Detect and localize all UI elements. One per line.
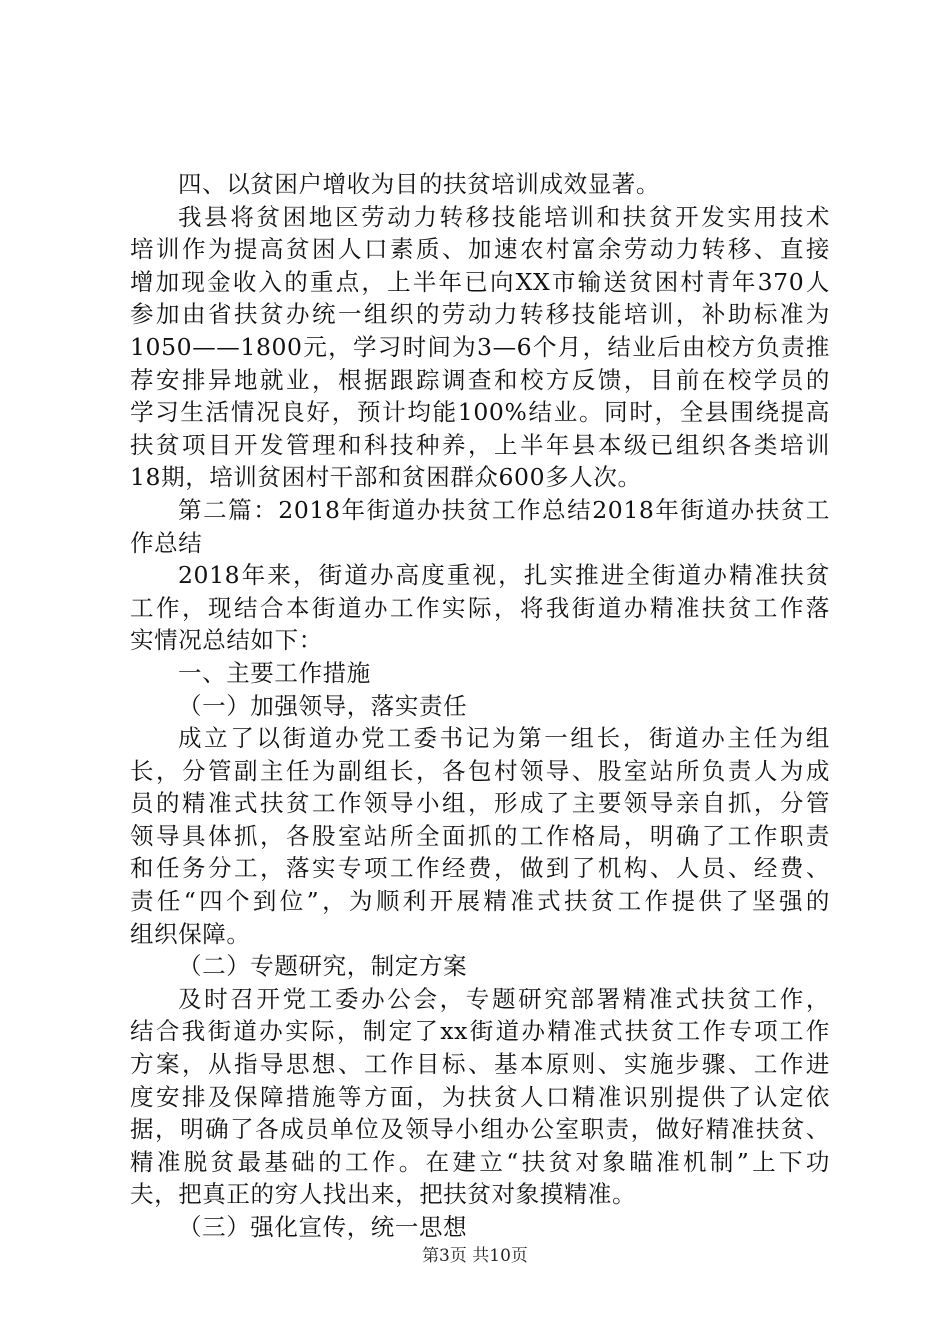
text-line: （二）专题研究，制定方案 xyxy=(178,952,468,981)
text-line: 结合我街道办实际，制定了xx街道办精准式扶贫工作专项工作 xyxy=(130,1017,830,1046)
text-line: 1050——1800元，学习时间为3—6个月，结业后由校方负责推 xyxy=(130,332,830,361)
text-line: 员的精准式扶贫工作领导小组，形成了主要领导亲自抓，分管 xyxy=(130,789,830,818)
text-line: 增加现金收入的重点，上半年已向XX市输送贫困村青年370人 xyxy=(130,267,830,296)
text-line: 18期，培训贫困村干部和贫困群众600多人次。 xyxy=(130,463,642,492)
text-line: 扶贫项目开发管理和科技种养，上半年县本级已组织各类培训 xyxy=(130,430,830,459)
text-line: 成立了以街道办党工委书记为第一组长，街道办主任为组 xyxy=(178,724,830,753)
document-body xyxy=(130,168,830,1244)
text-line: 作总结 xyxy=(130,528,203,557)
text-line: 方案，从指导思想、工作目标、基本原则、实施步骤、工作进 xyxy=(130,1050,830,1079)
page-footer: 第3页 共10页 xyxy=(422,1246,528,1266)
text-line: 培训作为提高贫困人口素质、加速农村富余劳动力转移、直接 xyxy=(130,235,830,264)
text-line: 我县将贫困地区劳动力转移技能培训和扶贫开发实用技术 xyxy=(178,202,830,231)
text-line: 组织保障。 xyxy=(130,919,251,948)
text-line: 学习生活情况良好，预计均能100%结业。同时，全县围绕提高 xyxy=(130,398,830,427)
text-line: 责任“四个到位”，为顺利开展精准式扶贫工作提供了坚强的 xyxy=(130,887,830,916)
text-line: 2018年来，街道办高度重视，扎实推进全街道办精准扶贫 xyxy=(178,561,830,590)
text-line: （三）强化宣传，统一思想 xyxy=(178,1213,468,1241)
text-line: 四、以贫困户增收为目的扶贫培训成效显著。 xyxy=(178,170,660,198)
text-line: 度安排及保障措施等方面，为扶贫人口精准识别提供了认定依 xyxy=(130,1082,830,1111)
text-line: 精准脱贫最基础的工作。在建立“扶贫对象瞄准机制”上下功 xyxy=(130,1147,830,1176)
text-line: 据，明确了各成员单位及领导小组办公室职责，做好精准扶贫、 xyxy=(130,1115,830,1144)
text-line: 工作，现结合本街道办工作实际，将我街道办精准扶贫工作落 xyxy=(130,593,830,622)
text-line: 夫，把真正的穷人找出来，把扶贫对象摸精准。 xyxy=(130,1180,637,1209)
text-line: 领导具体抓，各股室站所全面抓的工作格局，明确了工作职责 xyxy=(130,821,830,850)
text-line: 一、主要工作措施 xyxy=(178,658,371,687)
text-line: （一）加强领导，落实责任 xyxy=(178,691,468,720)
text-line: 第二篇：2018年街道办扶贫工作总结2018年街道办扶贫工 xyxy=(178,495,830,524)
text-line: 及时召开党工委办公会，专题研究部署精准式扶贫工作， xyxy=(178,984,830,1013)
text-line: 荐安排异地就业，根据跟踪调查和校方反馈，目前在校学员的 xyxy=(130,365,830,394)
text-line: 实情况总结如下： xyxy=(130,626,323,655)
text-line: 长，分管副主任为副组长，各包村领导、股室站所负责人为成 xyxy=(130,756,830,785)
text-line: 和任务分工，落实专项工作经费，做到了机构、人员、经费、 xyxy=(130,854,830,883)
text-line: 参加由省扶贫办统一组织的劳动力转移技能培训，补助标准为 xyxy=(130,300,830,329)
